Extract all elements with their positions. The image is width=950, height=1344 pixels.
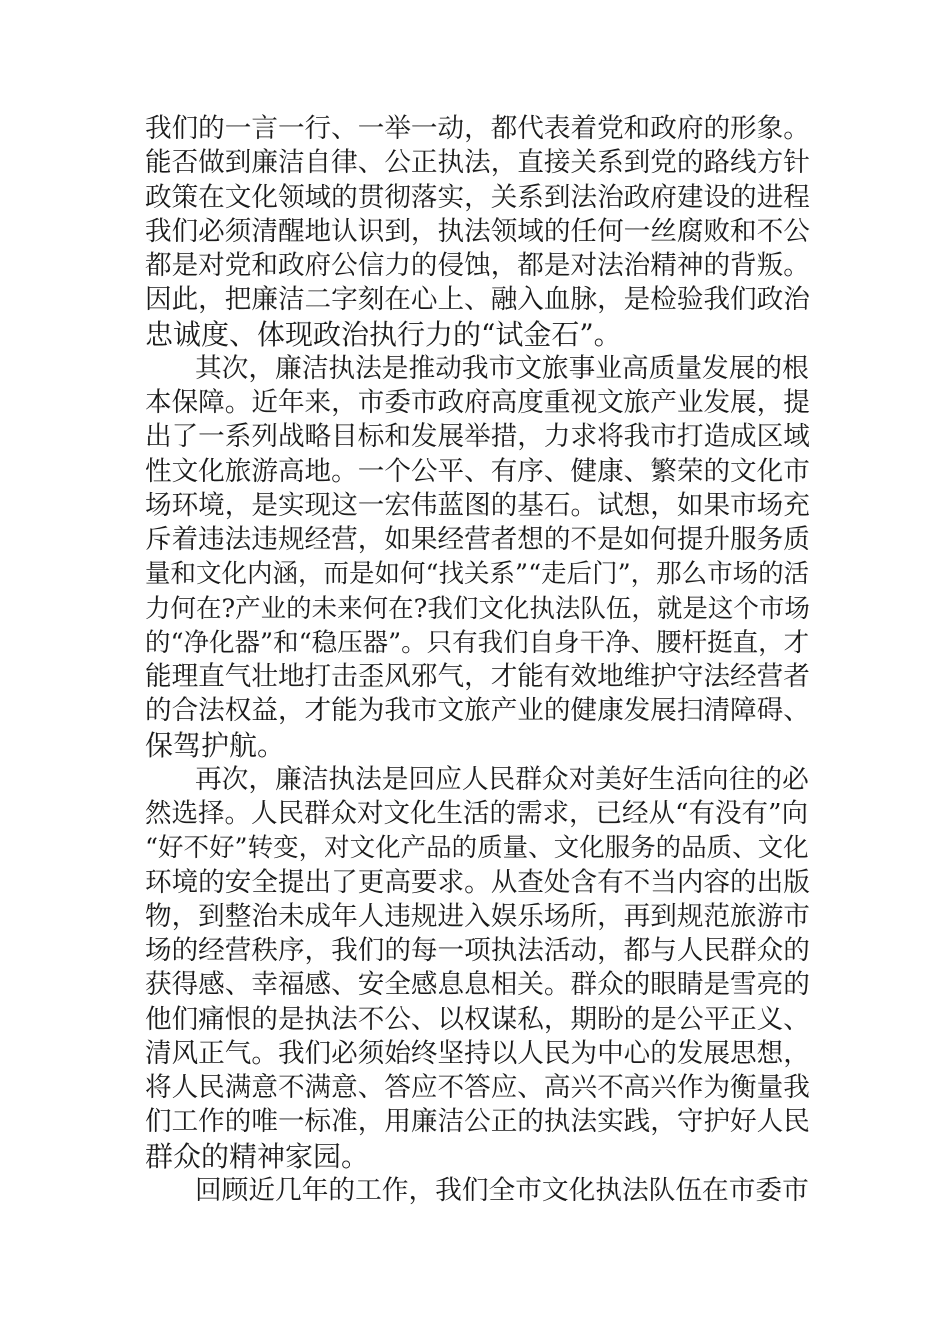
text-line: 性文化旅游高地。一个公平、有序、健康、繁荣的文化市 — [145, 455, 810, 487]
text-line: 出了一系列战略目标和发展举措，力求将我市打造成区域 — [145, 421, 810, 453]
text-line: 场的经营秩序，我们的每一项执法活动，都与人民群众的 — [145, 935, 810, 966]
paragraph-first-line: 回顾近几年的工作，我们全市文化执法队伍在市委市 — [195, 1174, 809, 1206]
text-line: 他们痛恨的是执法不公、以权谋私，期盼的是公平正义、 — [145, 1003, 810, 1035]
text-line: 群众的精神家园。 — [145, 1139, 370, 1173]
text-line: “好不好”转变，对文化产品的质量、文化服务的品质、文化 — [145, 833, 809, 864]
text-line: 保驾护航。 — [145, 728, 286, 762]
text-line: 斥着违法违规经营，如果经营者想的不是如何提升服务质 — [145, 524, 810, 555]
text-line: 场环境，是实现这一宏伟蓝图的基石。试想，如果市场充 — [145, 489, 810, 521]
text-line: 然选择。人民群众对文化生活的需求，已经从“有没有”向 — [145, 798, 809, 829]
text-line: 清风正气。我们必须始终坚持以人民为中心的发展思想， — [145, 1037, 810, 1069]
text-line: 将人民满意不满意、答应不答应、高兴不高兴作为衡量我 — [145, 1072, 810, 1103]
text-line: 物，到整治未成年人违规进入娱乐场所，再到规范旅游市 — [145, 900, 810, 932]
text-line: 我们的一言一行、一举一动，都代表着党和政府的形象。 — [145, 113, 810, 144]
text-line: 环境的安全提出了更高要求。从查处含有不当内容的出版 — [145, 866, 810, 898]
text-line: 能否做到廉洁自律、公正执法，直接关系到党的路线方针 — [145, 147, 810, 179]
text-line: 的“净化器”和“稳压器”。只有我们自身干净、腰杆挺直，才 — [145, 627, 810, 658]
text-line: 因此，把廉洁二字刻在心上、融入血脉，是检验我们政治 — [145, 284, 810, 316]
text-line: 本保障。近年来，市委市政府高度重视文旅产业发展，提 — [145, 387, 810, 418]
text-line: 政策在文化领域的贯彻落实，关系到法治政府建设的进程 — [145, 181, 810, 213]
document-body — [145, 112, 810, 1208]
paragraph-first-line: 再次，廉洁执法是回应人民群众对美好生活向往的必 — [195, 763, 809, 795]
text-line: 量和文化内涵，而是如何“找关系”“走后门”，那么市场的活 — [145, 559, 810, 590]
text-line: 我们必须清醒地认识到，执法领域的任何一丝腐败和不公 — [145, 215, 810, 247]
text-line: 都是对党和政府公信力的侵蚀，都是对法治精神的背叛。 — [145, 250, 810, 281]
text-line: 的合法权益，才能为我市文旅产业的健康发展扫清障碍、 — [145, 695, 810, 727]
text-line: 力何在?产业的未来何在?我们文化执法队伍，就是这个市场 — [145, 593, 810, 624]
text-line: 们工作的唯一标准，用廉洁公正的执法实践，守护好人民 — [145, 1106, 810, 1138]
text-line: 获得感、幸福感、安全感息息相关。群众的眼睛是雪亮的 — [145, 969, 810, 1001]
text-line: 能理直气壮地打击歪风邪气，才能有效地维护守法经营者 — [145, 661, 810, 692]
text-line: 忠诚度、体现政治执行力的“试金石”。 — [145, 317, 622, 351]
paragraph-first-line: 其次，廉洁执法是推动我市文旅事业高质量发展的根 — [195, 352, 809, 384]
